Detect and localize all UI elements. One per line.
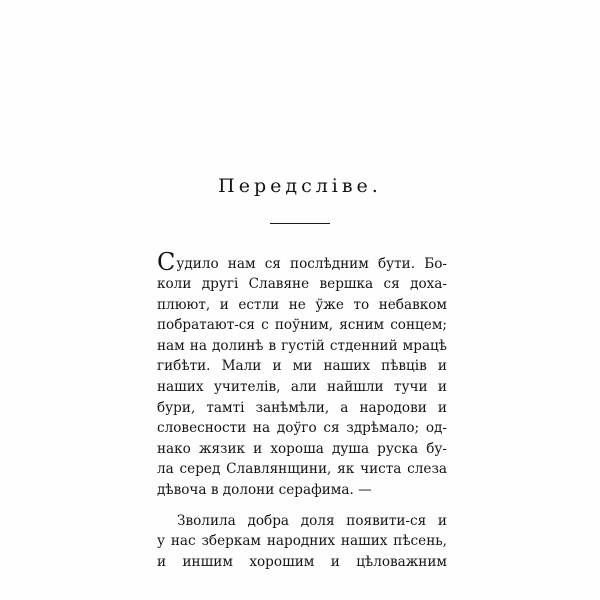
text-line: побратают-ся с поўним, ясним сонцем; [157, 317, 447, 334]
text-line: словесности на доўго ся здрѣмало; од- [157, 420, 447, 437]
text-line: наших учителів, али найшли тучи и [157, 378, 447, 395]
text-line: у нас зберкам народних наших пѣсень, [157, 533, 447, 550]
text-line: дѣвоча в долони серафима. — [157, 481, 372, 498]
text-line: нако жязик и хороша душа руска бу- [157, 440, 447, 457]
text-line: нам на долинѣ в густій стденний мрацѣ [157, 337, 447, 354]
text-line: плюют, и естли не ўже то небавком [157, 296, 447, 313]
chapter-heading: Передсліве. [218, 175, 382, 197]
text-line: ла серед Славлянщини, як чиста слеза [157, 461, 447, 478]
text-body [157, 248, 447, 572]
heading-divider [270, 223, 330, 224]
text-line: Судило нам ся послѣдним бути. Бо- [157, 248, 447, 276]
text-line: и иншим хорошим и цѣловажним [157, 553, 447, 570]
text-line: бури, тамті занѣмѣли, а народови и [157, 399, 447, 416]
text-line: гибѣти. Мали и ми наших пѣвців и [157, 358, 447, 375]
text-line: коли другі Славяне вершка ся доха- [157, 276, 447, 292]
paragraph-gap [157, 501, 447, 511]
text-line: Зволила добра доля появити-ся и [177, 512, 447, 529]
drop-cap: С [157, 248, 176, 276]
paragraph-2 [157, 511, 447, 573]
paragraph-1 [157, 248, 447, 501]
